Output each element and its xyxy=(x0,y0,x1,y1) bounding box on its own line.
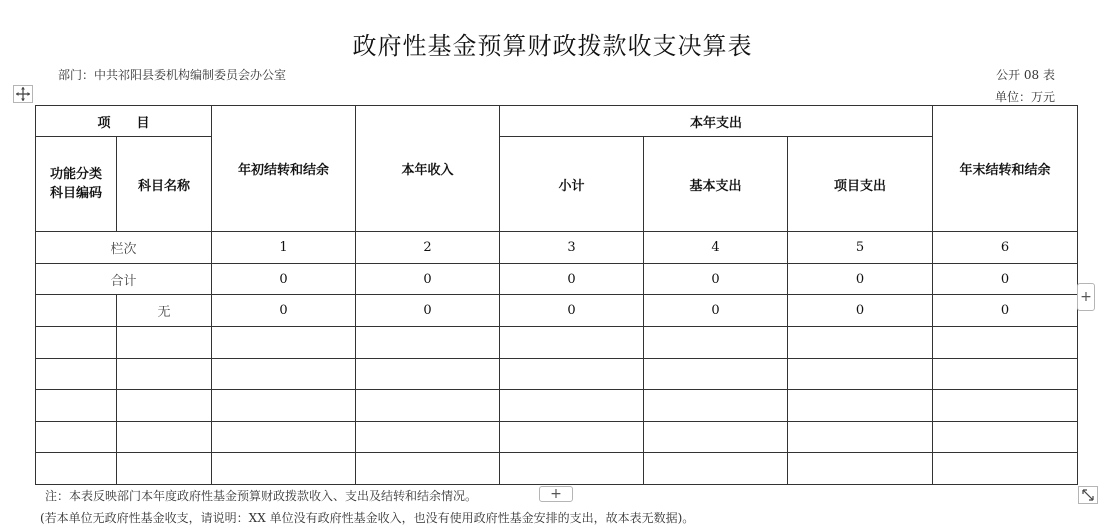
empty-cell[interactable] xyxy=(212,359,356,390)
empty-cell[interactable] xyxy=(356,422,500,453)
header-project[interactable]: 项 目 xyxy=(36,106,212,137)
empty-cell[interactable] xyxy=(933,327,1078,359)
empty-row xyxy=(36,390,1078,422)
empty-cell[interactable] xyxy=(644,359,788,390)
header-expenditure-group[interactable]: 本年支出 xyxy=(500,106,933,137)
empty-cell[interactable] xyxy=(933,453,1078,485)
unit-label: 单位：万元 xyxy=(994,90,1055,104)
empty-cell[interactable] xyxy=(500,422,644,453)
empty-cell[interactable] xyxy=(644,422,788,453)
func-code-cell[interactable] xyxy=(36,295,117,327)
empty-cell[interactable] xyxy=(933,390,1078,422)
empty-cell[interactable] xyxy=(356,327,500,359)
department-label: 部门：中共祁阳县委机构编制委员会办公室 xyxy=(58,68,287,82)
column-index-cell[interactable]: 5 xyxy=(788,232,933,264)
empty-cell[interactable] xyxy=(500,390,644,422)
empty-cell[interactable] xyxy=(644,453,788,485)
empty-cell[interactable] xyxy=(788,390,933,422)
empty-cell[interactable] xyxy=(788,453,933,485)
column-index-cell[interactable]: 1 xyxy=(212,232,356,264)
empty-cell[interactable] xyxy=(356,359,500,390)
column-index-cell[interactable]: 6 xyxy=(933,232,1078,264)
fund-table xyxy=(35,105,1078,485)
empty-cell[interactable] xyxy=(788,327,933,359)
header-income[interactable]: 本年收入 xyxy=(356,106,500,232)
empty-row xyxy=(36,422,1078,453)
total-cell[interactable]: 0 xyxy=(644,264,788,295)
empty-cell[interactable] xyxy=(500,453,644,485)
column-index-cell[interactable]: 4 xyxy=(644,232,788,264)
empty-cell[interactable] xyxy=(500,327,644,359)
empty-row xyxy=(36,327,1078,359)
form-number: 公开 08 表 xyxy=(996,68,1055,82)
resize-icon xyxy=(1081,488,1095,502)
total-label[interactable]: 合计 xyxy=(36,264,212,295)
empty-cell[interactable] xyxy=(117,422,212,453)
empty-cell[interactable] xyxy=(788,422,933,453)
empty-cell[interactable] xyxy=(117,327,212,359)
empty-cell[interactable] xyxy=(933,422,1078,453)
header-func-code[interactable]: 功能分类 科目编码 xyxy=(36,137,117,232)
column-index-label[interactable]: 栏次 xyxy=(36,232,212,264)
data-cell[interactable]: 0 xyxy=(356,295,500,327)
empty-cell[interactable] xyxy=(644,327,788,359)
empty-cell[interactable] xyxy=(356,390,500,422)
data-cell[interactable]: 0 xyxy=(644,295,788,327)
table-move-handle[interactable] xyxy=(13,85,33,103)
footnote-2: (若本单位无政府性基金收支，请说明：XX 单位没有政府性基金收入，也没有使用政府性基金安排的支出，故本表无数据)。 xyxy=(40,511,695,525)
empty-cell[interactable] xyxy=(212,453,356,485)
header-begin-balance[interactable]: 年初结转和结余 xyxy=(212,106,356,232)
empty-row xyxy=(36,359,1078,390)
empty-cell[interactable] xyxy=(212,390,356,422)
column-index-row xyxy=(36,232,1078,264)
page-title: 政府性基金预算财政拨款收支决算表 xyxy=(352,32,753,60)
add-column-button[interactable]: + xyxy=(1077,283,1095,311)
move-icon xyxy=(15,86,31,102)
empty-cell[interactable] xyxy=(36,359,117,390)
column-index-cell[interactable]: 3 xyxy=(500,232,644,264)
empty-cell[interactable] xyxy=(36,327,117,359)
total-cell[interactable]: 0 xyxy=(788,264,933,295)
total-cell[interactable]: 0 xyxy=(212,264,356,295)
empty-cell[interactable] xyxy=(356,453,500,485)
total-cell[interactable]: 0 xyxy=(356,264,500,295)
empty-cell[interactable] xyxy=(788,359,933,390)
total-row xyxy=(36,264,1078,295)
empty-cell[interactable] xyxy=(212,422,356,453)
subject-name-cell[interactable]: 无 xyxy=(117,295,212,327)
empty-cell[interactable] xyxy=(117,453,212,485)
add-row-button[interactable]: + xyxy=(539,486,573,502)
empty-cell[interactable] xyxy=(36,422,117,453)
data-cell[interactable]: 0 xyxy=(212,295,356,327)
empty-cell[interactable] xyxy=(933,359,1078,390)
data-cell[interactable]: 0 xyxy=(933,295,1078,327)
empty-cell[interactable] xyxy=(36,390,117,422)
empty-cell[interactable] xyxy=(500,359,644,390)
data-row xyxy=(36,295,1078,327)
header-subject-name[interactable]: 科目名称 xyxy=(117,137,212,232)
header-subtotal[interactable]: 小计 xyxy=(500,137,644,232)
empty-cell[interactable] xyxy=(36,453,117,485)
empty-row xyxy=(36,453,1078,485)
data-cell[interactable]: 0 xyxy=(500,295,644,327)
total-cell[interactable]: 0 xyxy=(500,264,644,295)
header-project-exp[interactable]: 项目支出 xyxy=(788,137,933,232)
data-cell[interactable]: 0 xyxy=(788,295,933,327)
empty-cell[interactable] xyxy=(644,390,788,422)
header-basic-exp[interactable]: 基本支出 xyxy=(644,137,788,232)
footnote-1: 注：本表反映部门本年度政府性基金预算财政拨款收入、支出及结转和结余情况。 xyxy=(45,489,478,503)
header-end-balance[interactable]: 年末结转和结余 xyxy=(933,106,1078,232)
empty-cell[interactable] xyxy=(117,359,212,390)
column-index-cell[interactable]: 2 xyxy=(356,232,500,264)
table-resize-handle[interactable] xyxy=(1078,486,1098,504)
total-cell[interactable]: 0 xyxy=(933,264,1078,295)
empty-cell[interactable] xyxy=(212,327,356,359)
empty-cell[interactable] xyxy=(117,390,212,422)
